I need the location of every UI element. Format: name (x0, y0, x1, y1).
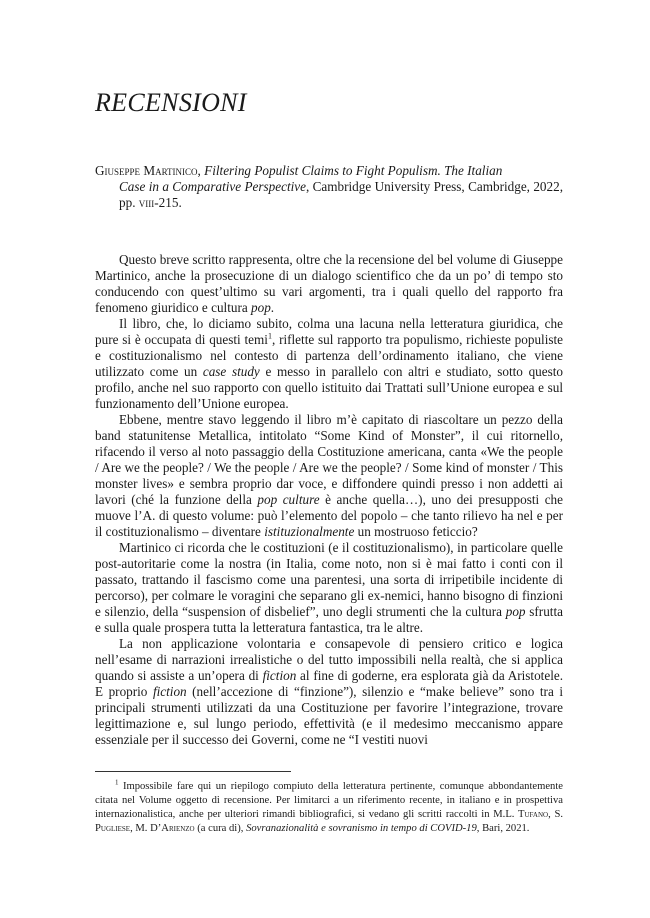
footnote-reference: 1 (267, 331, 272, 341)
paragraph-2-text-b: , riflette sul rapporto tra populismo, richieste populiste e costituzionalismo nel contesto di partenza dell’ordinamento italiano, che viene utilizzato come un (95, 332, 564, 379)
footnote-author-pugliese-rest: ugliese (100, 823, 131, 834)
paragraph-5 (95, 636, 563, 748)
footnote-text-d: (a cura di), (194, 823, 247, 834)
book-citation (95, 163, 563, 211)
footnote-divider (95, 771, 291, 772)
paragraph-4-italic: pop (505, 604, 526, 619)
book-title-part-1: Filtering Populist Claims to Fight Populism. The Italian (204, 163, 503, 178)
section-title: RECENSIONI (95, 88, 247, 117)
footnote-author-arienzo-initial: A (161, 823, 169, 834)
paragraph-3-text-c: un mostruoso feticcio? (354, 524, 478, 539)
paragraph-4-text-a: Martinico ci ricorda che le costituzioni (e il costituzionalismo), in particolare quelle post-autoritarie come la nostra (in Italia, come noto, non si è mai fatto i conti con il passato, trattando il fascismo come una parentesi, una sorta di irripetibile incidente di percorso), per colmare le voragini che separano gli ex-nemici, hanno bisogno di finzioni e silenzio, della “suspension of disbelief”, uno degli strumenti che la cultura (95, 540, 563, 619)
paragraph-5-text-a: La non applicazione volontaria e consapevole di pensiero critico e logica nell’esame di narrazioni irrealistiche o del tutto impossibili nella realtà, che si applica quando si assiste a un’opera di (95, 636, 563, 683)
book-publisher: , Cambridge University Press, Cambridge, (305, 179, 530, 194)
paragraph-2 (95, 316, 563, 412)
paragraph-4-text-b: sfrutta e sulla quale prospera tutta la letteratura fantastica, tra le altre. (95, 604, 563, 635)
paragraph-2-text-a: Il libro, che, lo diciamo subito, colma una lacuna nella letteratura giuridica, che pure si è occupata di questi temi (95, 316, 563, 347)
book-pages-roman: viii (138, 195, 155, 210)
document-page (95, 0, 563, 918)
citation-line-2 (95, 179, 563, 211)
paragraph-1 (95, 252, 563, 316)
author-last-rest: artinico (155, 163, 198, 178)
paragraph-3-text-a: Ebbene, mentre stavo leggendo il libro m’è capitato di riascoltare un pezzo della band statunitense Metallica, intitolato “Some Kind of Monster”, il cui ritornello, rifacendo il verso al noto passaggio della Costituzione americana, canta «We the people / Are we the people? / We the people / Are we the people? / Some kind of monster / This monster lives» e sembra proprio dar voce, e diffondere quindi presso i non addetti ai lavori (ché la funzione della (95, 412, 563, 507)
paragraph-5-text-b: al fine di goderne, era esplorata già da Aristotele. E proprio (95, 668, 564, 699)
footnote-text-a: Impossibile fare qui un riepilogo compiuto della letteratura pertinente, comunque abbondantemente citata nel Volume oggetto di recensione. Per limitarci a un riferimento recente, in italiano e in prospettiva internazionalistica, anche per ulteriori rimandi bibliografici, si vedano gli scritti raccolti in M.L. (95, 781, 563, 820)
footnote-text-b: , S. (548, 809, 563, 820)
author-last-initial: M (143, 163, 156, 178)
paragraph-3-text-b: è anche quella…), uno dei presupposti che muove l’A. di questo volume: può l’elemento del popolo – che tanto rilievo ha nel e per il costituzionalismo – diventare (95, 492, 563, 539)
footnote-text-c: , M. D’ (130, 823, 162, 834)
citation-line-1: Giuseppe Martinico, Filtering Populist Claims to Fight Populism. The Italian (95, 163, 503, 178)
footnote-author-tufano-initial: T (517, 809, 525, 820)
paragraph-1-end: . (270, 300, 275, 315)
paragraph-5-italic-1: fiction (262, 668, 297, 683)
book-title-part-2: Case in a Comparative Perspective (119, 179, 306, 194)
paragraph-3-italic-2: istituzionalmente (264, 524, 355, 539)
footnote-author-pugliese-initial: P (95, 823, 101, 834)
footnote-author-tufano-rest: ufano (524, 809, 549, 820)
author-first-initial: G (95, 163, 105, 178)
paragraph-4 (95, 540, 563, 636)
paragraph-3 (95, 412, 563, 540)
review-body (95, 252, 563, 748)
footnote-book-title: Sovranazionalità e sovranismo in tempo di COVID-19 (246, 823, 477, 834)
paragraph-3-italic-1: pop culture (257, 492, 320, 507)
footnote-1 (95, 780, 563, 836)
paragraph-1-text: Questo breve scritto rappresenta, oltre che la recensione del bel volume di Giuseppe Martinico, anche la prosecuzione di un dialogo scientifico che da un po’ di tempo sto conducendo con quest’ultimo su vari argomenti, tra i quali quello del rapporto fra fenomeno giuridico e cultura (95, 252, 563, 315)
book-pages-suffix: -215. (154, 195, 182, 210)
paragraph-1-italic: pop (251, 300, 271, 315)
footnote-author-arienzo-rest: rienzo (168, 823, 195, 834)
paragraph-5-italic-2: fiction (152, 684, 187, 699)
footnote-text-e: , Bari, 2021. (476, 823, 530, 834)
paragraph-5-text-c: (nell’accezione di “finzione”), silenzio e “make believe” sono tra i principali strumenti utilizzati da una Costituzione per favorire l’integrazione, trovare legittimazione e, sul lungo periodo, effettività (e il medesimo meccanismo appare essenziale per il successo dei Governi, come ne “I vestiti nuovi (95, 684, 563, 747)
book-year-pages-prefix: 2022, pp. (119, 179, 563, 210)
paragraph-2-italic: case study (202, 364, 260, 379)
footnote-number: 1 (115, 778, 119, 787)
author-first-rest: iuseppe (104, 163, 141, 178)
paragraph-2-text-c: e messo in parallelo con altri e studiato, sotto questo profilo, anche nel suo rapporto con quello istituito dai Trattati sull’Unione europea e sul funzionamento dell’Unione europea. (95, 364, 564, 411)
